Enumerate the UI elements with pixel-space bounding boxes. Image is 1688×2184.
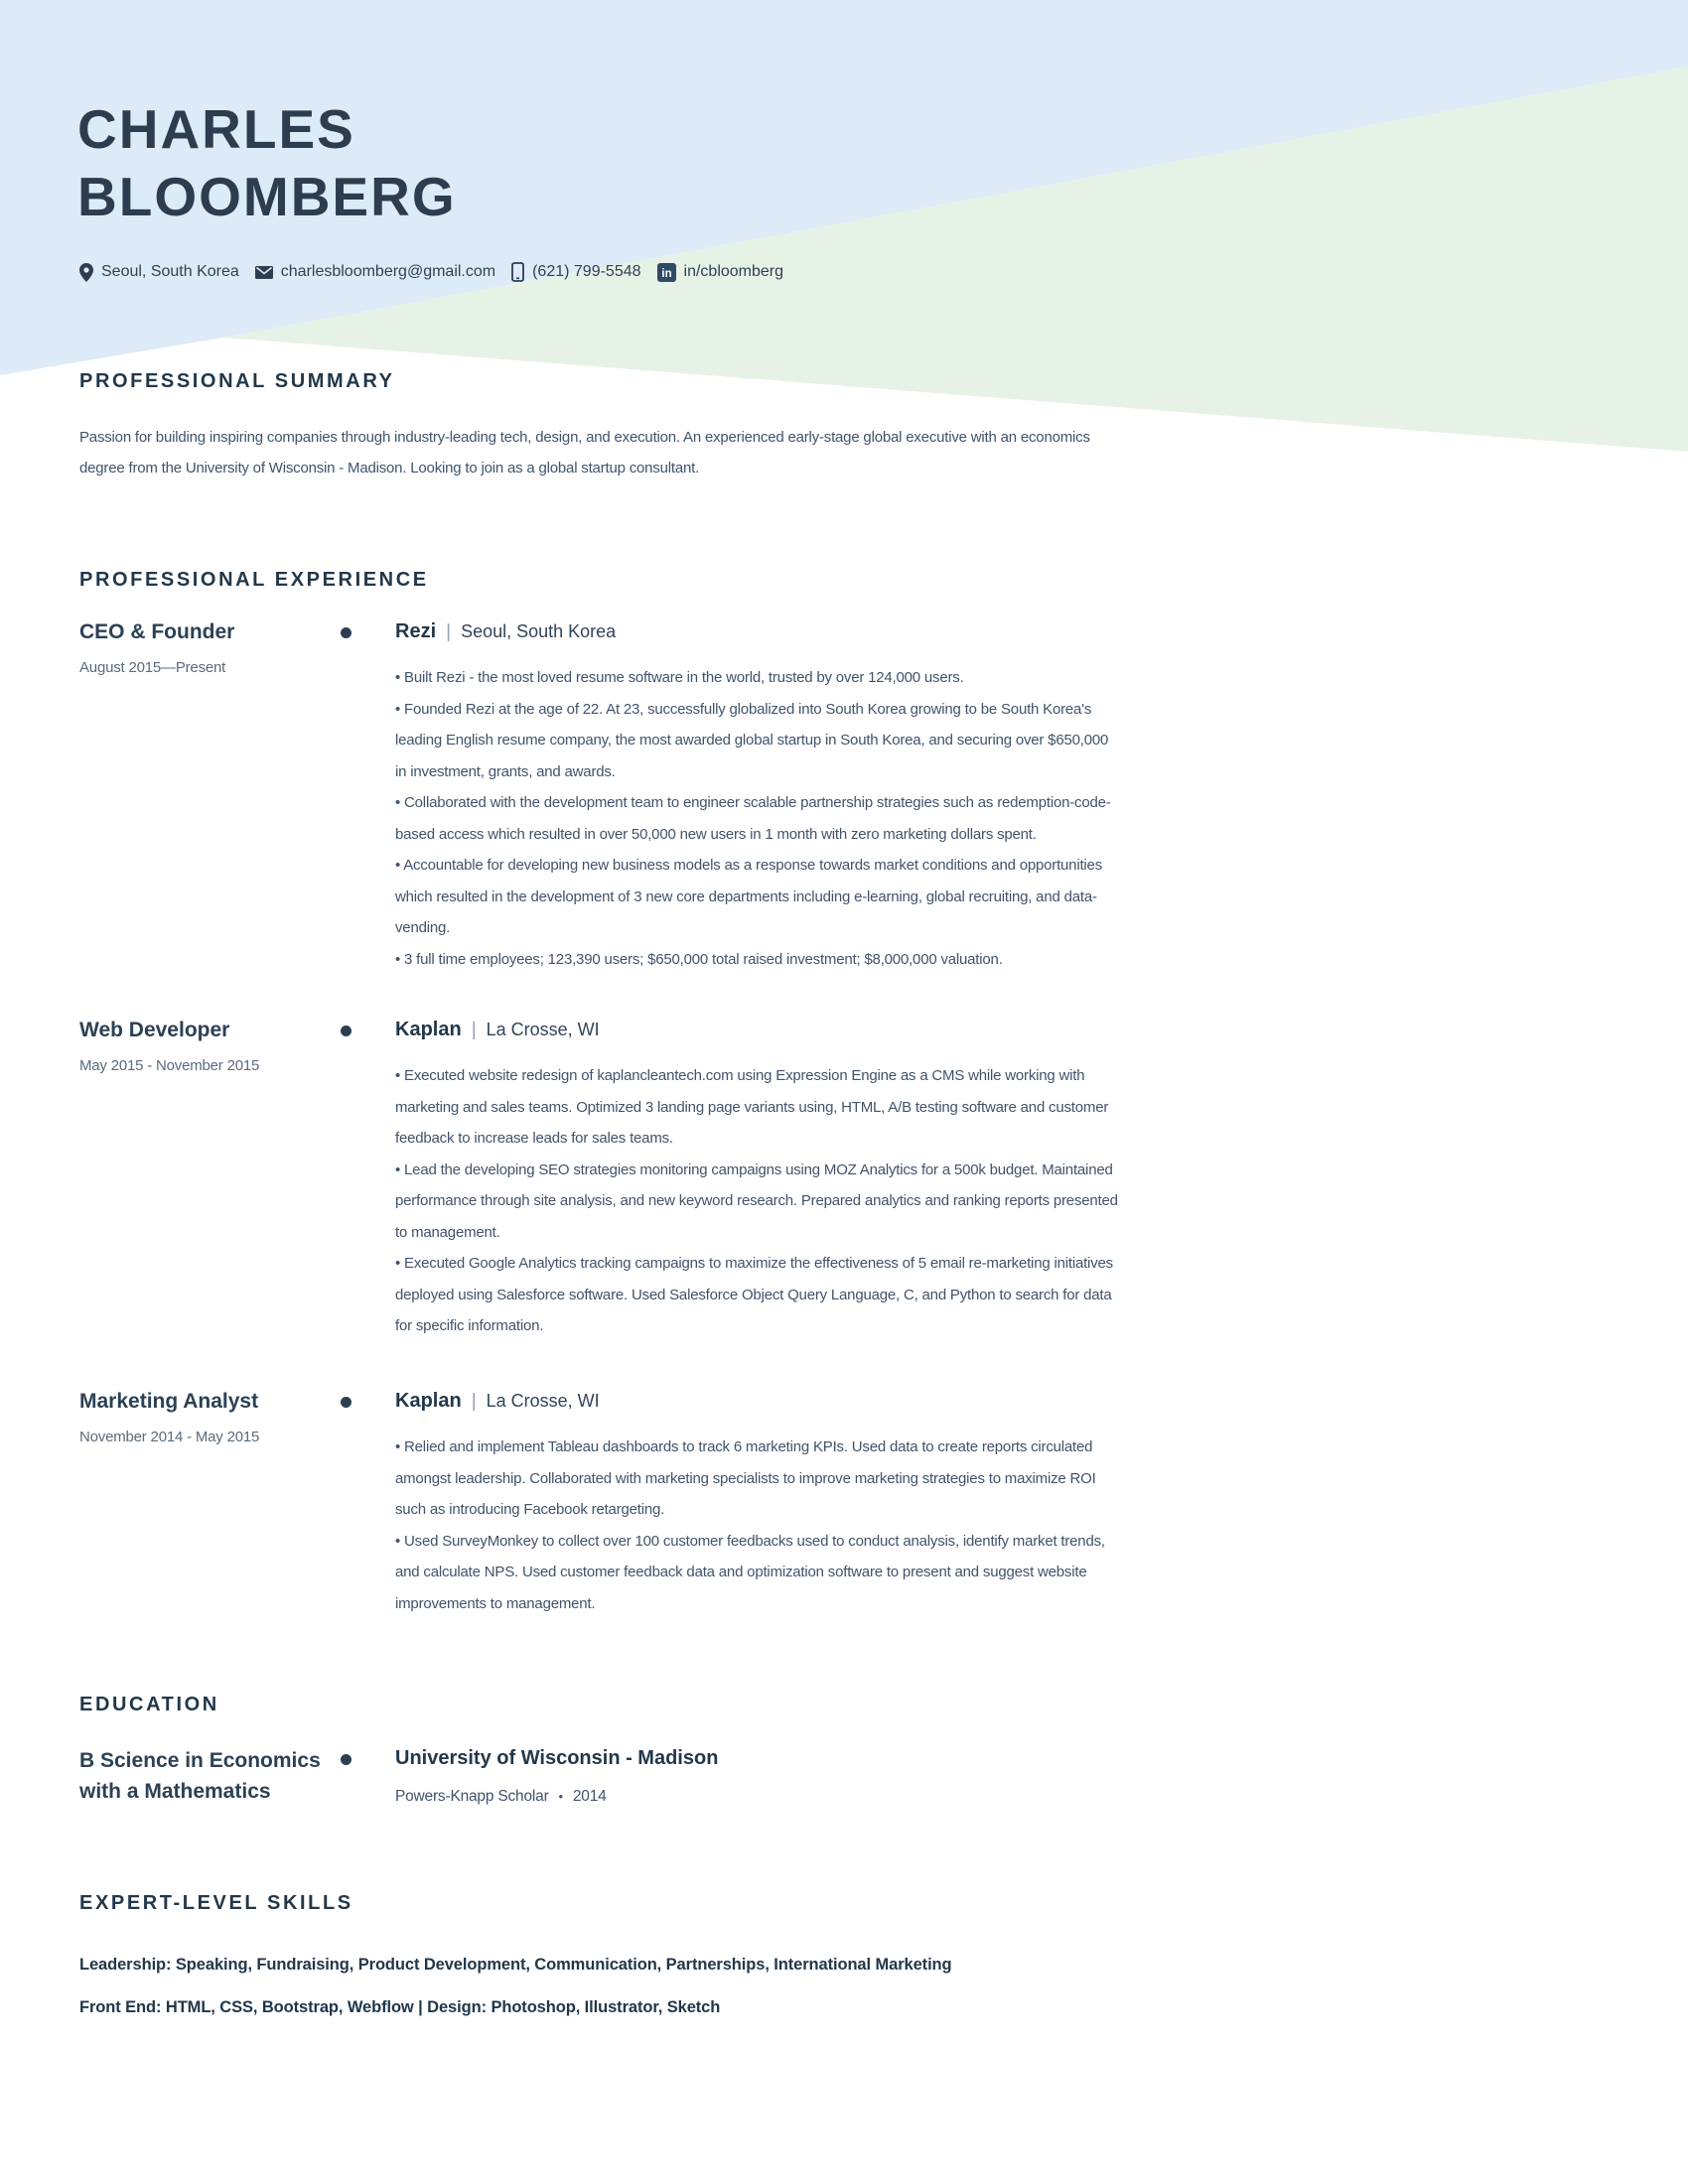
pipe-separator: | [446, 621, 452, 642]
bullet-item: • Lead the developing SEO strategies monitoring campaigns using MOZ Analytics for a 500k budget. Maintained performance through site analysis, and new keyword research. Prepared analytics and ranking reports presented to management. [395, 1155, 1122, 1249]
company-name: Kaplan [395, 1019, 462, 1040]
pipe-separator: | [471, 1391, 477, 1412]
bullet-item: • Executed website redesign of kaplancleantech.com using Expression Engine as a CMS while working with marketing and sales teams. Optimized 3 landing page variants using, HTML, A/B testing software and customer feedback to increase leads for sales teams. [395, 1060, 1122, 1155]
bullet-item: • Executed Google Analytics tracking campaigns to maximize the effectiveness of 5 email re-marketing initiatives deployed using Salesforce software. Used Salesforce Object Query Language, C, and Python to search for data for specific information. [395, 1248, 1122, 1342]
graduation-year: 2014 [572, 1788, 607, 1805]
company-name: Rezi [395, 620, 437, 642]
job-title: Marketing Analyst [79, 1390, 259, 1413]
job-title: CEO & Founder [79, 620, 235, 643]
company-location: La Crosse, WI [486, 1020, 600, 1039]
candidate-last-name: BLOOMBERG [77, 166, 457, 227]
contact-location [79, 263, 239, 282]
entry-left-column [79, 1017, 328, 1074]
bullet-item: • 3 full time employees; 123,390 users; $650,000 total raised investment; $8,000,000 valuation. [395, 944, 1122, 976]
experience-entry [79, 618, 1122, 975]
bullet-item: • Relied and implement Tableau dashboards to track 6 marketing KPIs. Used data to create reports circulated amongst leadership. Collaborated with marketing specialists to improve marketing strategies to maximize ROI such as introducing Facebook retargeting. [395, 1432, 1122, 1526]
bullet-item: • Built Rezi - the most loved resume software in the world, trusted by over 124,000 users. [395, 662, 1122, 694]
contact-phone-text: (621) 799-5548 [532, 263, 641, 280]
skills-line-leadership: Leadership: Speaking, Fundraising, Product Development, Communication, Partnerships, International Marketing [79, 1956, 952, 1974]
contact-location-text: Seoul, South Korea [101, 263, 239, 280]
education-entry [79, 1745, 1122, 1807]
degree-line1: B Science in Economics [79, 1749, 321, 1772]
candidate-first-name: CHARLES [77, 98, 355, 160]
entry-left-column [79, 1388, 328, 1445]
company-line [395, 1017, 1122, 1043]
timeline-dot [341, 1397, 352, 1408]
pipe-separator: | [471, 1020, 477, 1040]
degree-line2: with a Mathematics [79, 1780, 271, 1803]
company-line [395, 618, 1122, 645]
experience-heading: PROFESSIONAL EXPERIENCE [79, 569, 429, 591]
bullet-list [395, 1060, 1122, 1342]
company-location: Seoul, South Korea [461, 621, 617, 641]
envelope-icon [255, 266, 273, 279]
timeline-column [328, 1745, 363, 1765]
contact-row [79, 262, 783, 282]
timeline-dot [341, 1754, 352, 1765]
map-pin-icon [79, 263, 93, 282]
entry-left-column [79, 1745, 328, 1807]
dot-separator: • [558, 1789, 563, 1804]
contact-linkedin-text: in/cbloomberg [683, 263, 784, 280]
company-line [395, 1388, 1122, 1415]
experience-entry [79, 1017, 1122, 1342]
entry-right-column [363, 1017, 1122, 1342]
timeline-column [328, 618, 363, 638]
contact-linkedin [657, 263, 784, 282]
svg-text:in: in [660, 267, 672, 280]
entry-left-column [79, 618, 328, 676]
skills-line-frontend: Front End: HTML, CSS, Bootstrap, Webflow | Design: Photoshop, Illustrator, Sketch [79, 1998, 721, 2016]
timeline-dot [341, 627, 352, 638]
education-heading: EDUCATION [79, 1694, 219, 1715]
bullet-list [395, 662, 1122, 975]
bullet-item: • Founded Rezi at the age of 22. At 23, successfully globalized into South Korea growing to be South Korea's leading English resume company, the most awarded global startup in South Korea, and securing over $650,000 in investment, grants, and awards. [395, 694, 1122, 788]
bullet-item: • Used SurveyMonkey to collect over 100 customer feedbacks used to conduct analysis, identify market trends, and calculate NPS. Used customer feedback data and optimization software to present and suggest website improvements to management. [395, 1526, 1122, 1620]
honor-text: Powers-Knapp Scholar [395, 1788, 549, 1805]
timeline-column [328, 1388, 363, 1408]
bullet-item: • Accountable for developing new business models as a response towards market conditions and opportunities which resulted in the development of 3 new core departments including e-learning, global recruiting, and data-vending. [395, 850, 1122, 944]
mobile-phone-icon [511, 262, 524, 282]
candidate-name [77, 95, 457, 230]
entry-right-column [363, 1745, 1122, 1806]
contact-email-text: charlesbloomberg@gmail.com [280, 263, 496, 280]
skills-block [79, 1944, 952, 2029]
job-dates: November 2014 - May 2015 [79, 1429, 260, 1445]
degree-name [79, 1745, 328, 1807]
timeline-column [328, 1017, 363, 1036]
experience-entry [79, 1388, 1122, 1619]
bullet-list [395, 1432, 1122, 1619]
bullet-item: • Collaborated with the development team to engineer scalable partnership strategies such as redemption-code-based access which resulted in over 50,000 new users in 1 month with zero marketing dollars spent. [395, 787, 1122, 850]
job-dates: May 2015 - November 2015 [79, 1057, 260, 1074]
company-location: La Crosse, WI [486, 1391, 600, 1411]
job-title: Web Developer [79, 1019, 230, 1041]
entry-right-column [363, 1388, 1122, 1619]
summary-text: Passion for building inspiring companies through industry-leading tech, design, and execution. An experienced early-stage global executive with an economics degree from the University of Wisconsin - Madison. Looking to join as a global startup consultant. [79, 429, 1090, 477]
linkedin-icon [657, 263, 676, 282]
contact-phone [511, 262, 640, 282]
skills-heading: EXPERT-LEVEL SKILLS [79, 1892, 353, 1914]
company-name: Kaplan [395, 1390, 462, 1412]
job-dates: August 2015—Present [79, 659, 226, 676]
timeline-dot [341, 1025, 352, 1036]
contact-email [255, 263, 495, 281]
summary-heading: PROFESSIONAL SUMMARY [79, 370, 395, 392]
honor-line [395, 1788, 1122, 1806]
school-name: University of Wisconsin - Madison [395, 1747, 719, 1769]
entry-right-column [363, 618, 1122, 975]
header-background [0, 0, 1688, 467]
